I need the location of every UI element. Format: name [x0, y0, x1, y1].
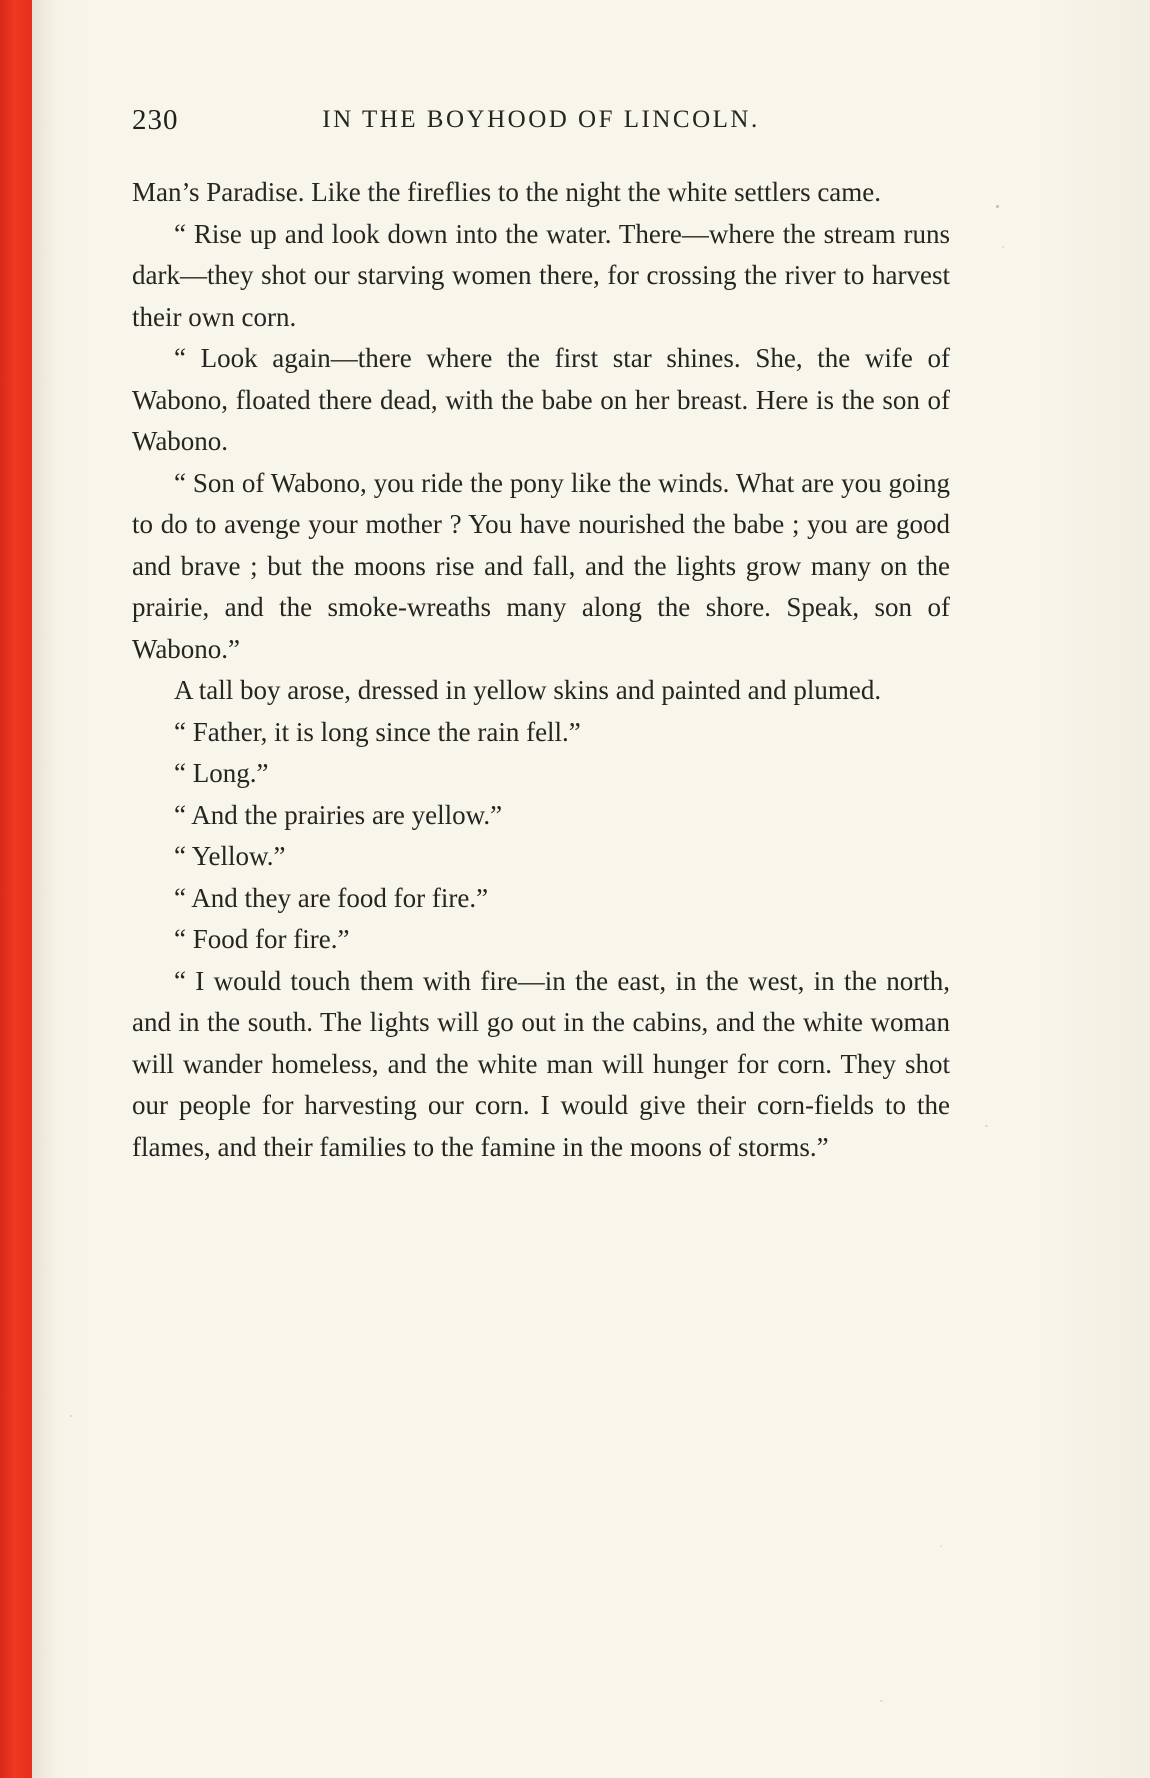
paragraph: “ Son of Wabono, you ride the pony like the winds. What are you going to do to avenge your mother ? You have nourished the babe ; you are good and brave ; but the moons rise and fall, and the lights grow many on the prairie, and the smoke-wreaths many along the shore. Speak, son of Wabono.” — [132, 467, 950, 664]
paragraph: A tall boy arose, dressed in yellow skins and painted and plumed. — [174, 675, 882, 705]
scan-speck — [70, 1415, 72, 1417]
scan-speck — [940, 1545, 942, 1547]
paragraph: “ And the prairies are yellow.” — [174, 799, 503, 830]
page-content — [132, 104, 950, 1168]
scan-speck — [880, 1700, 883, 1702]
binding-edge-strip — [0, 0, 32, 1778]
binding-shadow — [32, 0, 58, 1778]
body-text — [132, 172, 950, 1168]
paragraph: Man’s Paradise. Like the fireflies to the night the white settlers came. — [132, 177, 882, 207]
scan-speck — [996, 205, 999, 208]
paragraph: “ Food for fire.” — [174, 924, 350, 954]
page-header — [132, 104, 950, 140]
running-title: IN THE BOYHOOD OF LINCOLN. — [322, 106, 760, 133]
paragraph: “ I would touch them with fire—in the east, in the west, in the north, and in the south. The lights will go out in the cabins, and the white woman will wander homeless, and the white man will hunger for corn. They shot our people for harvesting our corn. I would give their corn-fields to the flames, and their families to the famine in the moons of storms.” — [132, 965, 950, 1162]
paragraph: “ Long.” — [174, 758, 269, 788]
paragraph: “ Rise up and look down into the water. There—where the stream runs dark—they shot our starving women there, for crossing the river to harvest their own corn. — [132, 218, 950, 332]
page-number: 230 — [132, 104, 179, 136]
scan-speck — [985, 1125, 988, 1127]
paragraph: “ Father, it is long since the rain fell.” — [174, 716, 581, 747]
paragraph: “ Look again—there where the first star shines. She, the wife of Wabono, floated there dead, with the babe on her breast. Here is the son of Wabono. — [132, 343, 950, 456]
scan-speck — [1002, 246, 1004, 248]
paragraph: “ And they are food for fire.” — [174, 882, 489, 913]
paragraph: “ Yellow.” — [174, 841, 286, 871]
